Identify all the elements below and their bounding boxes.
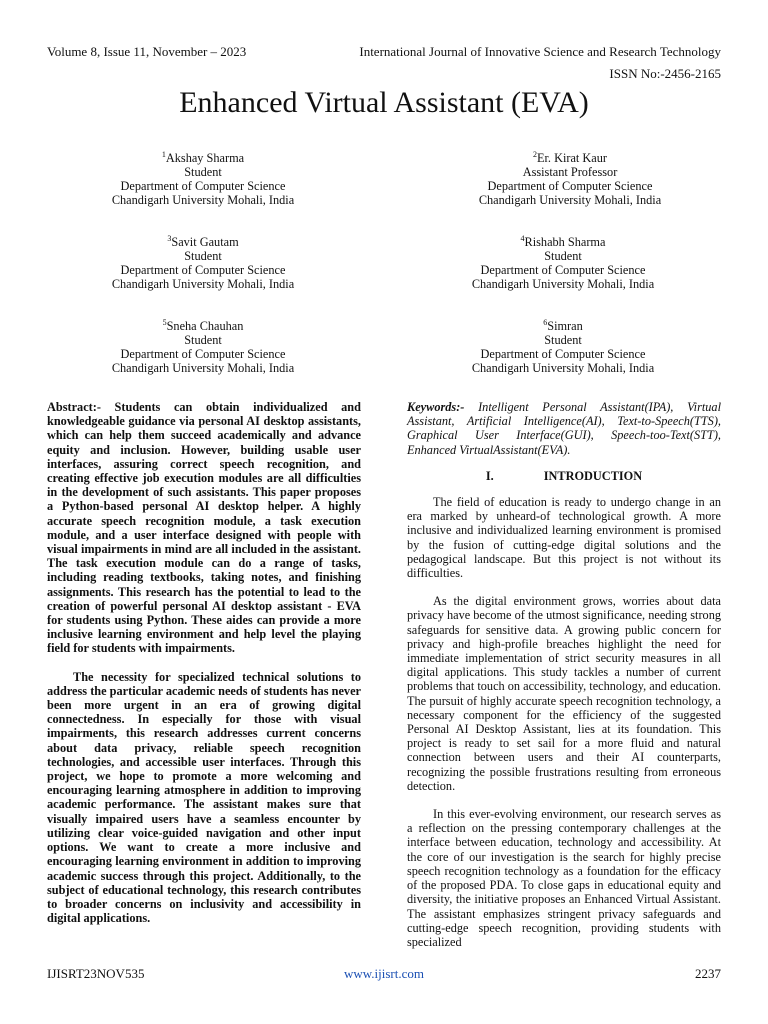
journal-name: International Journal of Innovative Science and Research Technology	[359, 44, 721, 59]
intro-paragraph: The field of education is ready to undergo change in an era marked by unheard-of technological growth. A more inclusive and individualized learning environment is promised by the fusion of cutting-edge digital solutions and the pedagogical landscape. But this project is not without its difficulties.	[407, 495, 721, 581]
author-block: $^1$Akshay Sharma Student Department of Computer Science Chandigarh University Mohali, India	[111, 150, 295, 208]
author-name: Akshay Sharma	[165, 151, 245, 166]
author-block: $^3$Savit Gautam Student Department of Computer Science Chandigarh University Mohali, India	[111, 234, 295, 292]
author-name: Er. Kirat Kaur	[537, 151, 607, 166]
keywords-label: Keywords:-	[407, 400, 465, 414]
abstract	[47, 400, 361, 656]
author-name: Rishabh Sharma	[524, 235, 606, 250]
page-number: 2237	[695, 966, 721, 981]
right-column	[407, 400, 721, 949]
intro-paragraph: In this ever-evolving environment, our research serves as a reflection on the pressing contemporary challenges at the interface between education, technology and accessibility. At the core of our investigation is the search for highly precise speech recognition technology as a foundation for the efficacy of the proposed PDA. To close gaps in educational equity and diversity, the initiative proposes an Enhanced Virtual Assistant. The assistant emphasizes stringent privacy safeguards and cutting-edge speech recognition, providing students with specialized	[407, 807, 721, 949]
keywords-text: Intelligent Personal Assistant(IPA), Virtual Assistant, Artificial Intelligence(AI), Text-to-Speech(TTS), Graphical User Interface(GUI), Speech-too-Text(STT), Enhanced VirtualAssistant(EVA).	[407, 400, 721, 457]
left-column	[47, 400, 361, 925]
author-name: Savit Gautam	[171, 235, 239, 250]
abstract-paragraph-2: The necessity for specialized technical solutions to address the particular academic needs of students has never been more urgent in an era of growing digital connectedness. In especially for those with visual impairments, this research addresses current concerns about data privacy, reliable speech recognition technologies, and accessible user interfaces. Through this project, we hope to promote a more welcoming and encouraging learning atmosphere in addition to improving academic performance. The assistant makes sure that visually impaired users have a seamless encounter by utilizing clear voice-guided navigation and other input options. We want to create a more inclusive and encouraging learning environment in addition to improving academic success through this project. Additionally, to the subject of educational technology, this research contributes to broader concerns on inclusivity and accessibility in digital applications.	[47, 669, 361, 926]
author-block: $^4$Rishabh Sharma Student Department of Computer Science Chandigarh University Mohali, India	[471, 234, 655, 292]
paper-title: Enhanced Virtual Assistant (EVA)	[179, 86, 589, 119]
author-name: Simran	[547, 319, 583, 334]
keywords	[407, 400, 721, 457]
abstract-text: Students can obtain individualized and knowledgeable guidance via personal AI desktop assistants, which can help them succeed academically and advance equity and inclusion. However, building usable user interfaces, assuring correct speech recognition, and creating effective job execution modules are all difficulties in the development of such assistants. This paper proposes a Python-based personal AI desktop helper. A highly accurate speech recognition module, a task execution module, and a user interface designed with people with visual impairments in mind are all included in the assistant. The task execution module can do a range of tasks, including reading textbooks, taking notes, and finishing assignments. This research has the potential to lead to the creation of powerful personal AI desktop assistant - EVA for students using Python. These aides can provide a more inclusive learning environment and help level the playing field for students with impairments.	[47, 400, 361, 656]
author-block: $^5$Sneha Chauhan Student Department of Computer Science Chandigarh University Mohali, India	[111, 318, 295, 376]
author-name: Sneha Chauhan	[166, 319, 244, 334]
author-block: $^2$Er. Kirat Kaur Assistant Professor Department of Computer Science Chandigarh University Mohali, India	[478, 150, 662, 208]
abstract-label: Abstract:-	[47, 400, 101, 414]
intro-paragraph: As the digital environment grows, worries about data privacy have become of the utmost significance, needing strong safeguards for sensitive data. A growing public concern for privacy and high-profile breaches highlight the need for immediate implementation of strict security measures in all digital applications. This study tackles a number of current problems that touch on accessibility, technology, and education. The pursuit of highly accurate speech recognition technology, a necessary component for the efficiency of the suggested Personal AI Desktop Assistant, lies at its foundation. This project is ready to set sail for a more fluid and natural connection between users and their AI counterparts, recognizing the possible frustrations resulting from erroneous detection.	[407, 594, 721, 793]
issn: ISSN No:-2456-2165	[609, 66, 721, 81]
section-heading: I. INTRODUCTION	[485, 468, 643, 483]
volume-info: Volume 8, Issue 11, November – 2023	[47, 44, 247, 59]
paper-id: IJISRT23NOV535	[47, 966, 145, 981]
author-block: $^6$Simran Student Department of Computer Science Chandigarh University Mohali, India	[471, 318, 655, 376]
journal-website-link[interactable]: www.ijisrt.com	[343, 966, 425, 981]
